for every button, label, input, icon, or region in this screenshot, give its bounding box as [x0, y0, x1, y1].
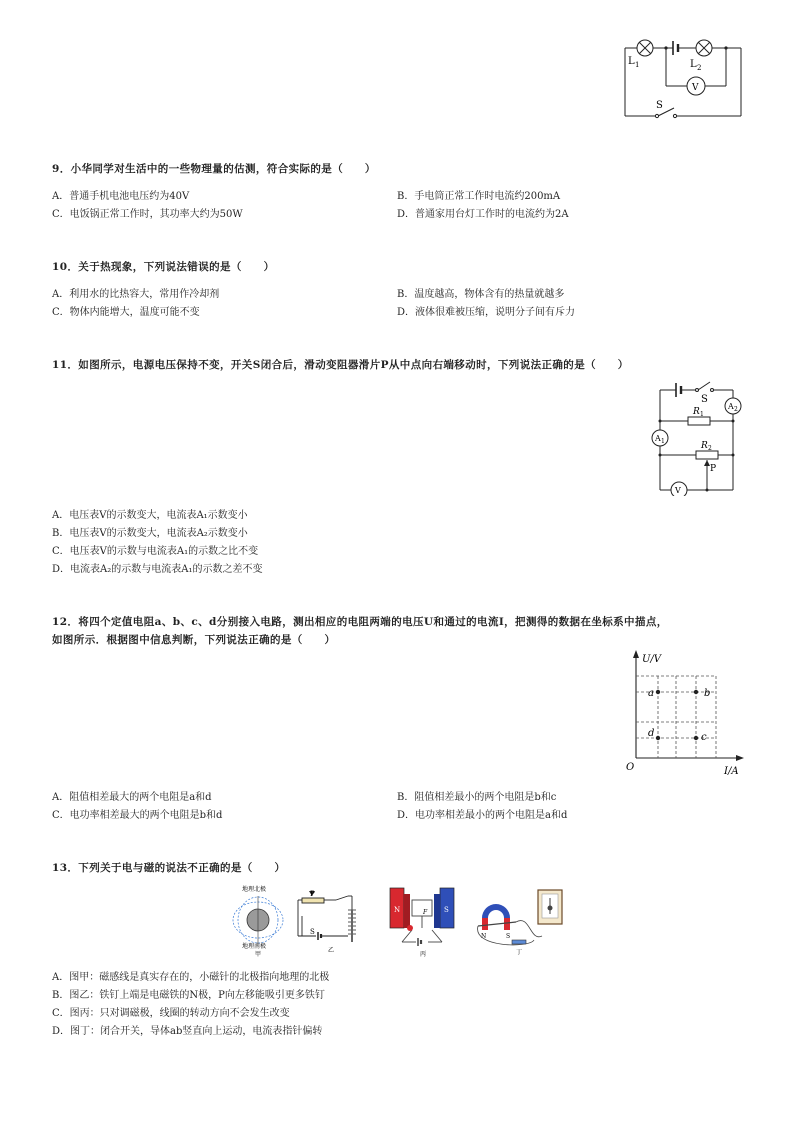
question-10-title: 10．关于热现象，下列说法错误的是（ ） — [52, 261, 275, 273]
question-12-title-line1: 12．将四个定值电阻a、b、c、d分别接入电路，测出相应的电阻两端的电压U和通过的电流I，把测得的数据在坐标系中描点， — [52, 616, 668, 628]
label-a2: A — [728, 402, 734, 411]
q9-option-a: A．普通手机电池电压约为40V — [52, 191, 190, 202]
svg-text:F: F — [423, 909, 428, 916]
q13-option-b: B．图乙：铁钉上端是电磁铁的N极，P向左移能吸引更多铁钉 — [52, 990, 325, 1001]
q13-figure-ding — [472, 884, 568, 956]
q9-option-d: D．普通家用台灯工作时的电流约为2A — [397, 209, 569, 220]
question-13-title: 13．下列关于电与磁的说法不正确的是（ ） — [52, 862, 286, 874]
svg-text:S: S — [310, 928, 315, 936]
point-a — [656, 690, 660, 694]
origin-label: O — [626, 762, 635, 773]
q10-option-a: A．利用水的比热容大，常用作冷却剂 — [52, 289, 220, 300]
label-s: S — [656, 100, 663, 111]
label-r1: R — [693, 407, 700, 417]
svg-text:S: S — [444, 906, 449, 914]
svg-text:N: N — [481, 933, 487, 940]
point-c — [694, 736, 698, 740]
point-b — [694, 690, 698, 694]
caption-bing: 丙 — [420, 951, 427, 958]
caption-ding: 丁 — [516, 949, 523, 956]
q13-option-c: C．图丙：只对调磁极，线圈的转动方向不会发生改变 — [52, 1008, 290, 1019]
svg-text:1: 1 — [700, 411, 704, 418]
q9-option-b: B．手电筒正常工作时电流约200mA — [397, 191, 561, 202]
resistor-r2-icon — [696, 451, 718, 459]
q12-option-b: B．阻值相差最小的两个电阻是b和c — [397, 792, 557, 803]
label-l2: L — [690, 59, 697, 70]
q10-option-b: B．温度越高，物体含有的热量就越多 — [397, 289, 565, 300]
label-v: V — [692, 83, 699, 93]
svg-text:地理南极: 地理南极 — [242, 943, 267, 950]
rheostat-icon — [302, 898, 324, 903]
svg-text:1: 1 — [661, 438, 665, 445]
q10-option-c: C．物体内能增大，温度可能不变 — [52, 307, 200, 318]
q12-ui-graph — [620, 648, 750, 776]
q13-option-d: D．图丁：闭合开关，导体ab竖直向上运动，电流表指针偏转 — [52, 1026, 323, 1037]
q13-figure-yi — [296, 886, 368, 956]
svg-text:1: 1 — [635, 61, 640, 69]
label-v: V — [675, 486, 681, 495]
y-axis-arrow-icon — [633, 650, 639, 658]
point-d — [656, 736, 660, 740]
point-label-c: c — [701, 732, 707, 743]
label-p: P — [710, 464, 717, 474]
q13-figure-bing — [388, 880, 460, 958]
q12-option-d: D．电功率相差最小的两个电阻是a和d — [397, 810, 568, 821]
svg-text:P: P — [310, 890, 315, 898]
svg-text:N: N — [394, 906, 401, 914]
svg-text:2: 2 — [708, 445, 712, 452]
q11-option-d: D．电流表A₂的示数与电流表A₁的示数之差不变 — [52, 564, 263, 575]
question-11-title: 11．如图所示，电源电压保持不变，开关S闭合后，滑动变阻器滑片P从中点向右端移动时，下列说法正确的是（ ） — [52, 359, 629, 371]
q11-option-c: C．电压表V的示数与电流表A₁的示数之比不变 — [52, 546, 259, 557]
q12-option-a: A．阻值相差最大的两个电阻是a和d — [52, 792, 212, 803]
q11-circuit-diagram — [648, 376, 746, 496]
caption-jia: 甲 — [255, 951, 262, 958]
svg-text:2: 2 — [734, 406, 738, 413]
q13-option-a: A．图甲：磁感线是真实存在的，小磁针的北极指向地理的北极 — [52, 972, 330, 983]
q10-option-d: D．液体很难被压缩，说明分子间有斥力 — [397, 307, 576, 318]
y-axis-label: U/V — [642, 654, 662, 665]
switch-icon — [512, 940, 526, 944]
label-r2: R — [701, 441, 708, 451]
point-label-b: b — [704, 688, 711, 699]
q9-option-c: C．电饭锅正常工作时，其功率大约为50W — [52, 209, 243, 220]
point-label-d: d — [648, 728, 655, 739]
question-12-title-line2: 如图所示．根据图中信息判断，下列说法正确的是（ ） — [52, 634, 336, 646]
point-label-a: a — [648, 688, 654, 699]
svg-text:2: 2 — [697, 64, 702, 72]
question-9-title: 9．小华同学对生活中的一些物理量的估测，符合实际的是（ ） — [52, 163, 376, 175]
resistor-r1-icon — [688, 417, 710, 425]
q11-option-a: A．电压表V的示数变大，电流表A₁示数变小 — [52, 510, 248, 521]
top-circuit-diagram — [618, 34, 748, 122]
q12-option-c: C．电功率相差最大的两个电阻是b和d — [52, 810, 223, 821]
label-s: S — [701, 394, 708, 405]
label-l1: L — [628, 56, 635, 67]
x-axis-label: I/A — [724, 766, 739, 776]
svg-text:地理北极: 地理北极 — [242, 886, 267, 893]
q13-figure-jia — [228, 882, 288, 958]
svg-text:S: S — [506, 933, 511, 940]
caption-yi: 乙 — [328, 947, 335, 954]
label-a1: A — [655, 434, 661, 443]
x-axis-arrow-icon — [736, 755, 744, 761]
q11-option-b: B．电压表V的示数变大，电流表A₂示数变小 — [52, 528, 248, 539]
